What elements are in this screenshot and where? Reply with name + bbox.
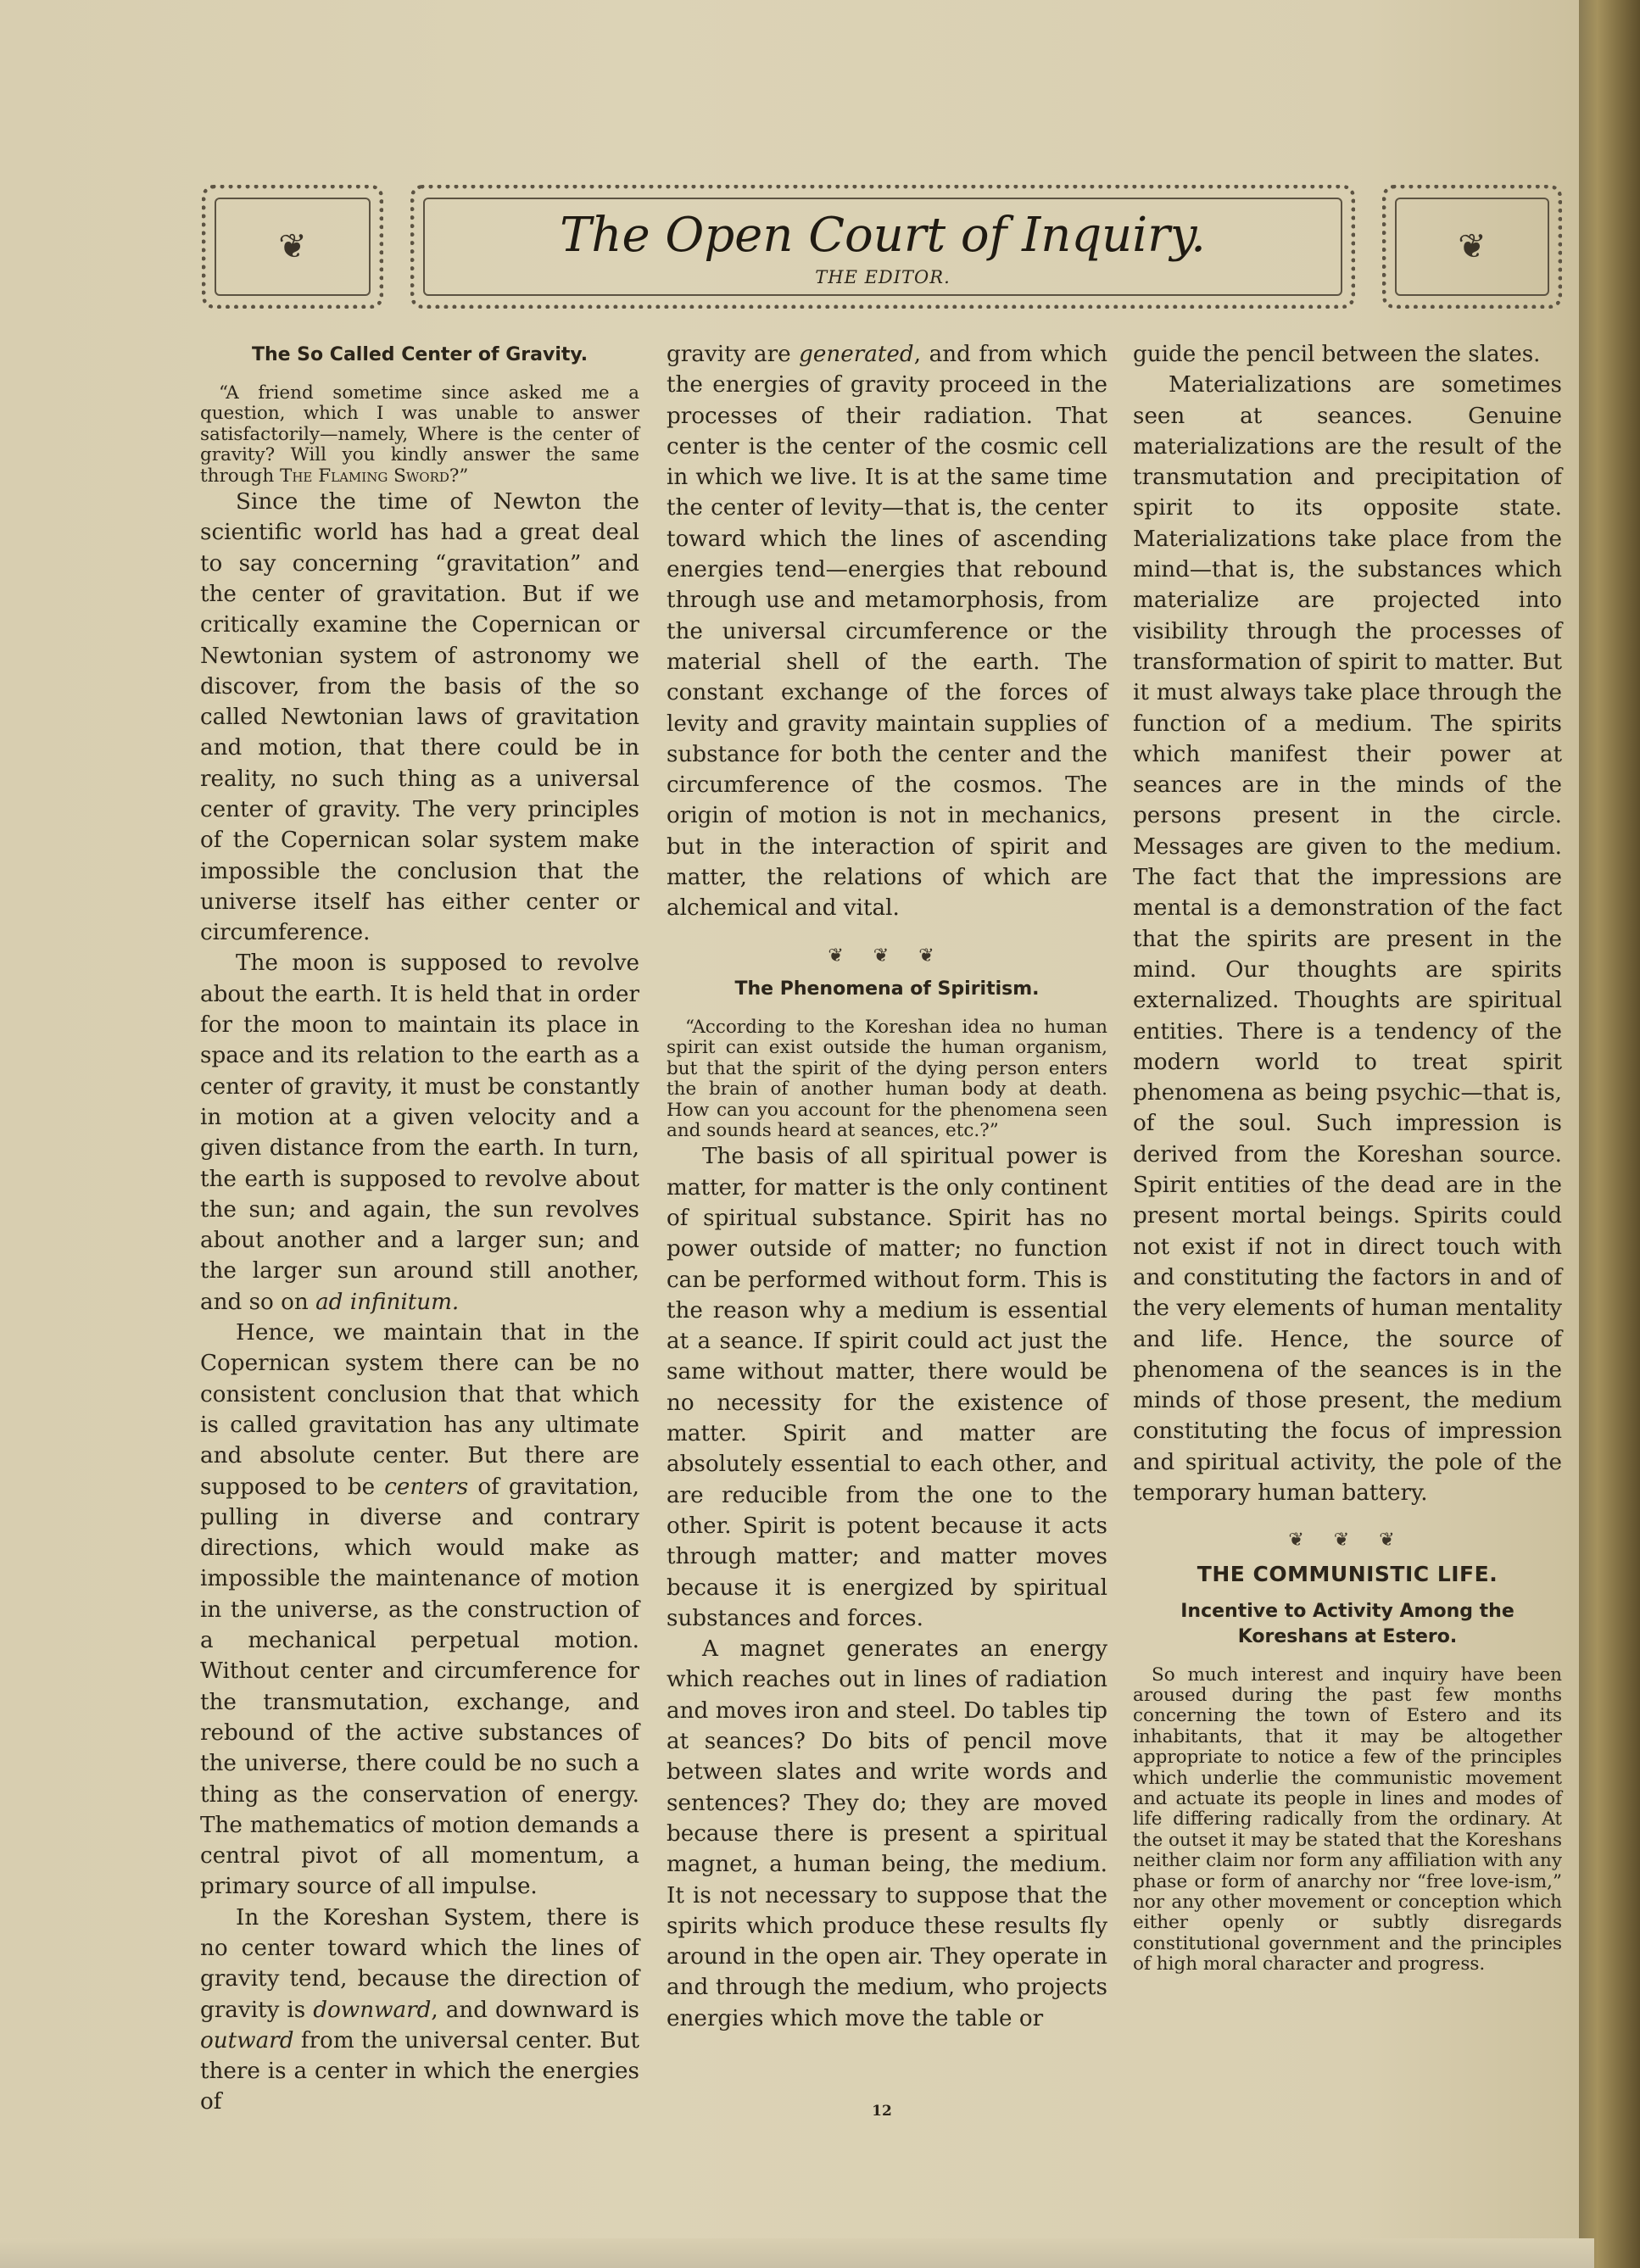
paragraph: The moon is supposed to revolve about the earth. It is held that in order for the moon to maintain its place in space and its relation to the earth as a center of gravity, it must be constantly in motion at a given velocity and a given distance from the earth. In turn, the earth is supposed to revolve about the sun; and again, the sun revolves about another and a larger sun; and the larger sun around still another, and so on ad infinitum.: [200, 950, 639, 1315]
paragraph: gravity are generated, and from which the energies of gravity proceed in the processes of their radiation. That center is the center of the cosmic cell in which we live. It is at the same time the center of levity—that is, the center toward which the lines of ascending energies tend—energies that rebound through use and metamorphosis, from the universal circumference or the material shell of the earth. The constant exchange of the forces of levity and gravity maintain supplies of substance for both the center and the circumference of the cosmos. The origin of motion is not in mechanics, but in the interaction of spirit and matter, the relations of which are alchemical and vital.: [667, 342, 1107, 922]
header-right-frame: [1382, 185, 1562, 309]
paragraph: Since the time of Newton the scientific world has had a great deal to say concerning “gravitation” and the center of gravitation. But if we critically examine the Copernican or Newtonian system of astronomy we discover, from the basis of the so called Newtonian laws of gravitation and motion, that there could be in reality, no such thing as a universal center of gravity. The very principles of the Copernican solar system make impossible the conclusion that the universe itself has either center or circumference.: [200, 489, 639, 946]
paragraph: guide the pencil between the slates.: [1133, 342, 1541, 367]
page-title: The Open Court of Inquiry.: [560, 208, 1206, 263]
paragraph: So much interest and inquiry have been aroused during the past few months concerning the town of Estero and its inhabitants, that it may be altogether appropriate to notice a few of the principles which underlie the communistic movement and actuate its people in lines and modes of life differing radically from the ordinary. At the outset it may be stated that the Koreshans neither claim nor form any affiliation with any phase or form of anarchy nor “free love-ism,” nor any other movement or conception which either openly or subtly disregards constitutional government and the principles of high moral character and progress.: [1133, 1663, 1562, 1975]
page-subtitle: THE EDITOR.: [815, 267, 951, 287]
article-heading-gravity: The So Called Center of Gravity.: [251, 344, 589, 365]
paragraph: In the Koreshan System, there is no center toward which the lines of gravity tend, because the direction of gravity is downward, and downward is outward from the universal center. But there is a center in which the energies of: [200, 1904, 639, 2115]
header-banner: [410, 185, 1355, 309]
article-heading-communistic-life: THE COMMUNISTIC LIFE.: [1197, 1561, 1498, 1586]
section-divider-ornament: ❦ ❦ ❦: [1288, 1530, 1407, 1552]
reader-question-gravity: “A friend sometime since asked me a question, which I was unable to answer satisfactorily—namely, Where is the center of gravity? Will you kindly answer the same through The Flaming Sword?”: [200, 382, 639, 487]
article-heading-spiritism: The Phenomena of Spiritism.: [734, 978, 1040, 1000]
article-subheading-estero: Incentive to Activity Among the Koreshans at Estero.: [1180, 1600, 1514, 1647]
section-divider-ornament: ❦ ❦ ❦: [828, 945, 946, 967]
reader-question-spiritism: “According to the Koreshan idea no human spirit can exist outside the human organism, but that the spirit of the dying person enters the brain of another human body at death. How can you account for the phenomena seen and sounds heard at seances, etc.?”: [667, 1016, 1107, 1141]
column-2: [667, 339, 1107, 2034]
header-left-frame: [202, 185, 383, 309]
paragraph: The basis of all spiritual power is matter, for matter is the only continent of spiritual substance. Spirit has no power outside of matter; no function can be performed without form. This is the reason why a medium is essential at a seance. If spirit could act just the same without matter, there would be no necessity for the existence of matter. Spirit and matter are absolutely essential to each other, and are reducible from the one to the other. Spirit is potent because it acts through matter; and matter moves because it is energized by spiritual substances and forces.: [667, 1144, 1107, 1631]
fleuron-icon: ❦: [278, 227, 307, 266]
book-spine-shadow: [1579, 0, 1640, 2268]
column-3: [1133, 339, 1562, 1975]
paragraph: Materializations are sometimes seen at seances. Genuine materializations are the result of the transmutation and precipitation of spirit to its opposite state. Materializations take place from the mind—that is, the substances which materialize are projected into visibility through the processes of transformation of spirit to matter. But it must always take place through the function of a medium. The spirits which manifest their power at seances are in the minds of the persons present in the circle. Messages are given to the medium. The fact that the impressions are mental is a demonstration of the fact that the spirits are present in the mind. Our thoughts are spirits externalized. Thoughts are spiritual entities. There is a tendency of the modern world to treat spirit phenomena as being psychic—that is, of the soul. Such impression is derived from the Koreshan source. Spirit entities of the dead are in the present mortal beings. Spirits could not exist if not in direct touch with and constituting the factors in and of the very elements of human mentality and life. Hence, the source of phenomena of the seances is in the minds of those present, the medium constituting the focus of impression and spiritual activity, the pole of the temporary human battery.: [1133, 372, 1562, 1506]
fleuron-icon: ❦: [1458, 227, 1487, 266]
paragraph: A magnet generates an energy which reaches out in lines of radiation and moves iron and steel. Do tables tip at seances? Do bits of pencil move between slates and write words and sentences? They do; they are moved because there is present a spiritual magnet, a human being, the medium. It is not necessary to suppose that the spirits which produce these results fly around in the open air. They operate in and through the medium, who projects energies which move the table or: [667, 1636, 1107, 2031]
paragraph: Hence, we maintain that in the Copernican system there can be no consistent conclusion that that which is called gravitation has any ultimate and absolute center. But there are supposed to be centers of gravitation, pulling in diverse and contrary directions, which would make as impossible the maintenance of motion in the universe, as the construction of a mechanical perpetual motion. Without center and circumference for the transmutation, exchange, and rebound of the active substances of the universe, there could be no such a thing as the conservation of energy. The mathematics of motion demands a central pivot of all momentum, a primary source of all impulse.: [200, 1320, 639, 1900]
page-number: 12: [872, 2103, 892, 2120]
page-bottom-edge: [0, 2238, 1594, 2268]
column-1: [200, 339, 639, 2118]
